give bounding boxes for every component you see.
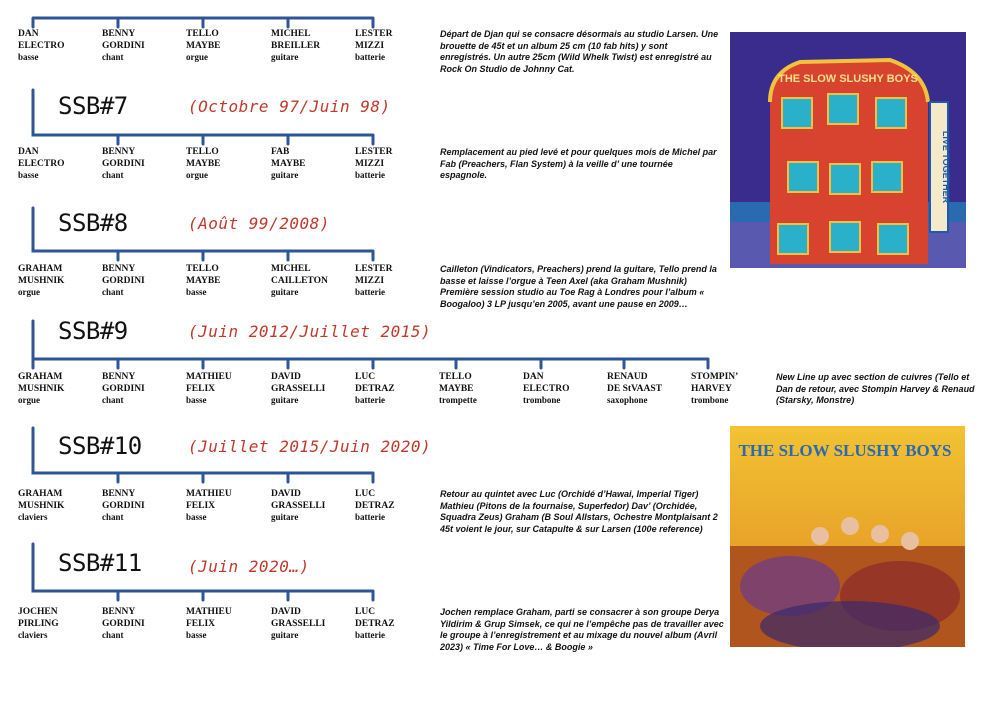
member-first-name: GRAHAM: [18, 372, 63, 382]
member-first-name: DAVID: [271, 372, 301, 382]
musician-figure: [871, 525, 889, 543]
era-label: SSB#9: [58, 317, 128, 345]
member-card: [186, 264, 268, 299]
member-last-name: GORDINI: [102, 40, 145, 51]
member-last-name: FELIX: [186, 383, 216, 394]
cover-title: THE SLOW SLUSHY BOYS: [738, 441, 952, 460]
member-first-name: MICHEL: [271, 29, 311, 39]
member-last-name: GORDINI: [102, 383, 145, 394]
member-card: [271, 372, 353, 407]
portrait-window: [788, 162, 818, 192]
member-card: [355, 147, 437, 182]
member-role: guitare: [271, 52, 299, 62]
lineup-description: Cailleton (Vindicators, Preachers) prend la guitare, Tello prend la basse et laisse l’orgue à Teen Axel (aka Graham Mushnik) Première session studio au Toe Rag à Londres pour l’album « Boogaloo) 3 LP jusqu’en 2005, avant une pause en 2009…: [440, 264, 717, 309]
member-role: trombone: [523, 395, 561, 405]
member-last-name: MAYBE: [271, 158, 306, 169]
member-last-name: MAYBE: [186, 275, 221, 286]
member-card: [102, 264, 184, 299]
member-last-name: GRASSELLI: [271, 383, 326, 394]
era-label: SSB#10: [58, 432, 142, 460]
member-first-name: JOCHEN: [18, 607, 58, 617]
member-card: [271, 489, 353, 524]
member-role: saxophone: [607, 395, 648, 405]
member-role: batterie: [355, 395, 385, 405]
member-first-name: LESTER: [355, 147, 393, 157]
member-last-name: MIZZI: [355, 40, 385, 51]
member-role: guitare: [271, 170, 299, 180]
member-card: [102, 489, 184, 524]
era-label: SSB#7: [58, 92, 128, 120]
member-first-name: DAVID: [271, 607, 301, 617]
member-role: chant: [102, 287, 124, 297]
member-last-name: DETRAZ: [355, 500, 395, 511]
portrait-window: [830, 164, 860, 194]
member-first-name: MATHIEU: [186, 489, 232, 499]
member-first-name: TELLO: [186, 29, 219, 39]
member-first-name: TELLO: [186, 147, 219, 157]
era-label: SSB#11: [58, 549, 142, 577]
member-first-name: LESTER: [355, 264, 393, 274]
member-last-name: MUSHNIK: [18, 500, 65, 511]
member-first-name: DAN: [523, 372, 544, 382]
member-last-name: FELIX: [186, 618, 216, 629]
member-first-name: DAN: [18, 29, 39, 39]
member-role: batterie: [355, 170, 385, 180]
member-role: trombone: [691, 395, 729, 405]
member-first-name: DAN: [18, 147, 39, 157]
lineup-description: Départ de Djan qui se consacre désormais au studio Larsen. Une brouette de 45t et un album 25 cm (10 fab hits) y sont enregistrés. Un autre 25cm (Wild Whelk Twist) est enregistré au Rock On Studio de Johnny Cat.: [440, 29, 719, 74]
member-first-name: LUC: [355, 607, 376, 617]
lineup-description: New Line up avec section de cuivres (Tello et Dan de retour, avec Stompin Harvey & Renaud (Starsky, Monstre): [776, 372, 975, 406]
member-first-name: GRAHAM: [18, 264, 63, 274]
cover-banner-text: LIVE TOGETHER: [941, 130, 951, 204]
member-last-name: GORDINI: [102, 158, 145, 169]
member-role: batterie: [355, 287, 385, 297]
cover-title: THE SLOW SLUSHY BOYS: [778, 73, 918, 85]
member-card: [18, 264, 100, 299]
member-card: [18, 372, 100, 407]
member-first-name: MICHEL: [271, 264, 311, 274]
member-last-name: MAYBE: [439, 383, 474, 394]
member-first-name: BENNY: [102, 372, 136, 382]
member-role: orgue: [18, 395, 40, 405]
member-first-name: TELLO: [186, 264, 219, 274]
member-last-name: ELECTRO: [18, 158, 65, 169]
member-card: [18, 29, 100, 64]
member-first-name: MATHIEU: [186, 607, 232, 617]
member-last-name: MUSHNIK: [18, 383, 65, 394]
member-last-name: DETRAZ: [355, 618, 395, 629]
member-card: [607, 372, 689, 407]
member-card: [186, 29, 268, 64]
member-card: [102, 147, 184, 182]
member-card: [186, 147, 268, 182]
member-role: guitare: [271, 395, 299, 405]
member-last-name: PIRLING: [18, 618, 59, 629]
member-card: [18, 607, 100, 642]
member-card: [271, 607, 353, 642]
member-last-name: ELECTRO: [18, 40, 65, 51]
member-last-name: GORDINI: [102, 500, 145, 511]
member-last-name: DETRAZ: [355, 383, 395, 394]
member-first-name: RENAUD: [607, 372, 648, 382]
member-last-name: CAILLETON: [271, 275, 328, 286]
lineup-description: Remplacement au pied levé et pour quelques mois de Michel par Fab (Preachers, Flan System) à la veille d’ une tournée espagnole.: [440, 147, 717, 181]
era-period: (Juin 2020…): [188, 557, 310, 576]
member-card: [271, 29, 353, 64]
portrait-window: [828, 94, 858, 124]
member-card: [186, 489, 268, 524]
member-card: [102, 372, 184, 407]
member-last-name: GRASSELLI: [271, 618, 326, 629]
era-period: (Juin 2012/Juillet 2015): [188, 322, 432, 341]
member-last-name: MAYBE: [186, 40, 221, 51]
musician-figure: [811, 527, 829, 545]
member-last-name: GRASSELLI: [271, 500, 326, 511]
member-card: [186, 607, 268, 642]
member-role: claviers: [18, 512, 48, 522]
member-first-name: LUC: [355, 489, 376, 499]
member-role: guitare: [271, 512, 299, 522]
member-role: chant: [102, 395, 124, 405]
member-role: guitare: [271, 287, 299, 297]
member-card: [271, 264, 353, 299]
portrait-window: [878, 224, 908, 254]
member-card: [691, 372, 773, 407]
member-card: [102, 607, 184, 642]
album-cover-slow-slushy-boys: [730, 426, 965, 647]
album-cover-live-together: [730, 32, 966, 268]
member-card: [18, 489, 100, 524]
member-role: basse: [186, 630, 207, 640]
member-last-name: GORDINI: [102, 618, 145, 629]
era-period: (Août 99/2008): [188, 214, 330, 233]
member-role: basse: [18, 52, 39, 62]
member-card: [186, 372, 268, 407]
member-first-name: BENNY: [102, 264, 136, 274]
member-first-name: FAB: [271, 147, 290, 157]
member-first-name: MATHIEU: [186, 372, 232, 382]
member-role: batterie: [355, 512, 385, 522]
member-last-name: ELECTRO: [523, 383, 570, 394]
member-role: basse: [186, 287, 207, 297]
member-card: [355, 264, 437, 299]
member-role: claviers: [18, 630, 48, 640]
member-role: orgue: [186, 52, 208, 62]
member-card: [439, 372, 521, 407]
member-role: basse: [18, 170, 39, 180]
member-last-name: HARVEY: [691, 383, 732, 394]
member-role: chant: [102, 630, 124, 640]
member-last-name: MUSHNIK: [18, 275, 65, 286]
member-role: basse: [186, 512, 207, 522]
member-card: [102, 29, 184, 64]
member-role: chant: [102, 170, 124, 180]
musician-figure: [901, 532, 919, 550]
member-first-name: BENNY: [102, 489, 136, 499]
portrait-window: [782, 98, 812, 128]
musician-figure: [841, 517, 859, 535]
member-first-name: BENNY: [102, 607, 136, 617]
portrait-window: [778, 224, 808, 254]
member-first-name: STOMPIN’: [691, 372, 739, 382]
member-role: batterie: [355, 630, 385, 640]
member-card: [355, 29, 437, 64]
portrait-window: [872, 162, 902, 192]
member-last-name: MAYBE: [186, 158, 221, 169]
member-card: [355, 607, 437, 642]
cover-artwork: [730, 32, 966, 268]
member-card: [271, 147, 353, 182]
era-label: SSB#8: [58, 209, 128, 237]
member-last-name: MIZZI: [355, 158, 385, 169]
member-card: [355, 489, 437, 524]
member-role: trompette: [439, 395, 477, 405]
member-role: batterie: [355, 52, 385, 62]
member-role: orgue: [186, 170, 208, 180]
portrait-window: [876, 98, 906, 128]
era-period: (Juillet 2015/Juin 2020): [188, 437, 432, 456]
member-first-name: TELLO: [439, 372, 472, 382]
member-first-name: DAVID: [271, 489, 301, 499]
member-role: guitare: [271, 630, 299, 640]
lineup-description: Jochen remplace Graham, parti se consacrer à son groupe Derya Yildirim & Grup Simsek, ce qui ne l’empêche pas de travailler avec le groupe à l’enregistrement et au mixage du nouvel album (Avril 2023) « Time For Love… & Boogie »: [440, 607, 724, 652]
member-card: [355, 372, 437, 407]
member-first-name: GRAHAM: [18, 489, 63, 499]
lineup-description: Retour au quintet avec Luc (Orchidé d’Hawai, Imperial Tiger) Mathieu (Pitons de la fournaise, Superfedor) Dav’ (Orchidée, Squadra Zeus) Graham (B Soul Allstars, Ochestre Montplaisant 2 45t voient le jour, sur Catapulte & sur Larsen (100e reference): [440, 489, 718, 534]
cover-artwork: [730, 426, 965, 647]
member-role: chant: [102, 52, 124, 62]
member-first-name: BENNY: [102, 147, 136, 157]
member-role: orgue: [18, 287, 40, 297]
member-first-name: BENNY: [102, 29, 136, 39]
member-last-name: DE StVAAST: [607, 383, 662, 394]
member-last-name: BREILLER: [271, 40, 321, 51]
member-card: [523, 372, 605, 407]
member-first-name: LUC: [355, 372, 376, 382]
member-role: basse: [186, 395, 207, 405]
member-card: [18, 147, 100, 182]
member-first-name: LESTER: [355, 29, 393, 39]
member-last-name: MIZZI: [355, 275, 385, 286]
member-role: chant: [102, 512, 124, 522]
member-last-name: GORDINI: [102, 275, 145, 286]
member-last-name: FELIX: [186, 500, 216, 511]
portrait-window: [830, 222, 860, 252]
era-period: (Octobre 97/Juin 98): [188, 97, 391, 116]
